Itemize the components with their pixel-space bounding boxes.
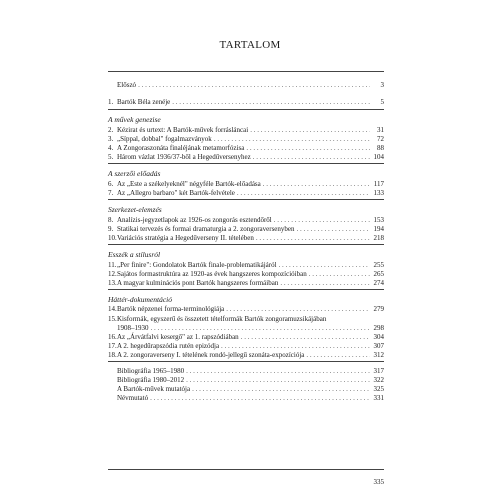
toc-entry-number: 10.	[108, 233, 117, 242]
toc-section-heading: Esszék a stílusról	[108, 249, 161, 259]
toc-entry-page: 322	[373, 376, 384, 385]
toc-entry-title: Variációs stratégia a Hegedűverseny II. tételében	[117, 233, 254, 242]
toc-entry-number: 9.	[108, 224, 114, 233]
toc-leader-dots	[172, 97, 370, 107]
toc-divider	[108, 163, 384, 164]
toc-entry-title: 1908–1930	[117, 323, 149, 332]
toc-leader-dots	[150, 393, 370, 403]
toc-entry-title: Bartók népzenei forma-terminológiája	[117, 305, 225, 314]
toc-entry-title: Névmutató	[117, 394, 149, 403]
toc-entry-page: 279	[373, 305, 384, 314]
toc-entry-title: Három vázlat 1936/37-ből a Hegedűversenyhez	[117, 153, 251, 162]
toc-entry-page: 312	[373, 350, 384, 359]
toc-entry-title: Analízis-jegyzetlapok az 1926-os zongorás esztendőről	[117, 215, 272, 224]
toc-section-heading: A művek genezise	[108, 115, 161, 125]
toc-entry-number: 13.	[108, 278, 117, 287]
toc-entry-number: 1.	[108, 98, 114, 107]
toc-entry	[108, 188, 384, 198]
toc-entry-page: 274	[373, 278, 384, 287]
toc-entry-title: A Zongoraszonáta finaléjának metamorfózisa	[117, 144, 245, 152]
page-title: TARTALOM	[219, 39, 281, 51]
toc-leader-dots	[237, 188, 370, 198]
toc-entry-number: 3.	[108, 134, 114, 143]
toc-divider	[108, 361, 384, 362]
toc-entry-page: 104	[373, 153, 384, 162]
toc-entry-number: 17.	[108, 341, 117, 350]
toc-entry-title: A 2. hegedűrapszódia rutén epizódja	[117, 341, 220, 350]
toc-entry-title: Az „Este a székelyeknél" négyféle Bartók-előadása	[117, 179, 261, 188]
toc-entry-page: 325	[373, 385, 384, 394]
toc-entry	[108, 393, 384, 403]
toc-entry-title: A 2. zongoraverseny I. tételének rondó-jellegű szonáta-expozíciója	[117, 350, 305, 359]
toc-entry	[108, 233, 384, 243]
toc-entry-page: 153	[373, 215, 384, 224]
toc-entry-number: 15.	[108, 314, 117, 323]
toc-entry-title: „Síppal, dobbal" fogalmazványok	[117, 134, 212, 143]
toc-entry-number: 4.	[108, 144, 114, 152]
toc-entry	[108, 278, 384, 288]
toc-entry	[108, 350, 384, 360]
toc-section-heading: Háttér-dokumentáció	[108, 294, 172, 304]
toc-divider	[108, 199, 384, 200]
toc-entry-page: 72	[377, 134, 384, 143]
table-of-contents	[108, 71, 384, 470]
toc-entry-number: 11.	[108, 260, 117, 269]
toc-entry-number: 8.	[108, 215, 114, 224]
toc-entry	[108, 80, 384, 90]
toc-entry-title: Az „Árvátfalvi kesergő" az 1. rapszódiában	[117, 332, 239, 341]
toc-entry-title: Kisformák, egyszerű és összetett tételformák Bartók zongoramuzsikájában	[117, 314, 327, 323]
toc-divider	[108, 109, 384, 110]
toc-entry-number: 14.	[108, 305, 117, 314]
toc-leader-dots	[253, 152, 370, 162]
toc-entry-page: 265	[373, 269, 384, 278]
toc-entry-page: 317	[373, 367, 384, 375]
page-number: 335	[373, 478, 384, 486]
toc-entry-page: 194	[373, 224, 384, 233]
toc-entry-number: 5.	[108, 153, 114, 162]
toc-entry-title: Kézirat és urtext: A Bartók-művek forrásláncai	[117, 125, 249, 134]
toc-entry-number: 6.	[108, 179, 114, 188]
toc-entry-page: 218	[373, 233, 384, 242]
toc-entry-title: Az „Allegro barbaro" két Bartók-felvétele	[117, 188, 235, 197]
toc-leader-dots	[306, 350, 370, 360]
toc-entry-page: 133	[373, 188, 384, 197]
toc-entry	[108, 152, 384, 162]
toc-entry-title: „Per finire": Gondolatok Bartók finale-problematikájáról	[117, 260, 277, 269]
toc-entry-title: Statikai tervezés és formai dramaturgia a 2. zongoraversenyben	[117, 224, 295, 233]
toc-entry-page: 331	[373, 394, 384, 403]
toc-leader-dots	[280, 278, 370, 288]
toc-section-heading: A szerzői előadás	[108, 169, 161, 179]
toc-section-heading: Szerkezet-elemzés	[108, 205, 162, 214]
toc-entry-page: 5	[380, 98, 384, 107]
toc-entry-page: 88	[377, 144, 384, 152]
toc-entry-number: 18.	[108, 350, 117, 359]
toc-entry-page: 298	[373, 323, 384, 332]
toc-entry-title: Sajátos formastruktúra az 1920-as évek hangszeres kompozícióiban	[117, 269, 307, 278]
toc-entry-title: A Bartók-művek mutatója	[117, 385, 191, 394]
toc-entry-page: 31	[377, 125, 384, 134]
toc-leader-dots	[138, 80, 370, 90]
toc-entry	[108, 97, 384, 107]
toc-entry-number: 12.	[108, 269, 117, 278]
toc-entry-number: 7.	[108, 188, 114, 197]
toc-entry-title: Bibliográfia 1965–1980	[117, 367, 185, 375]
toc-entry-page: 255	[373, 260, 384, 269]
toc-entry-number: 16.	[108, 332, 117, 341]
toc-entry-number: 2.	[108, 125, 114, 134]
toc-leader-dots	[256, 233, 370, 243]
toc-entry-title: Bibliográfia 1980–2012	[117, 376, 185, 385]
toc-divider	[108, 244, 384, 245]
toc-entry-title: Bartók Béla zenéje	[117, 98, 171, 107]
toc-entry-title: A magyar kulminációs pont Bartók hangszeres formáiban	[117, 278, 279, 287]
toc-divider	[108, 289, 384, 290]
toc-entry-page: 117	[373, 179, 384, 188]
toc-entry-page: 307	[373, 341, 384, 350]
toc-entry-page: 3	[380, 81, 384, 89]
toc-entry-page: 304	[373, 332, 384, 341]
toc-entry-title: Előszó	[117, 81, 137, 89]
